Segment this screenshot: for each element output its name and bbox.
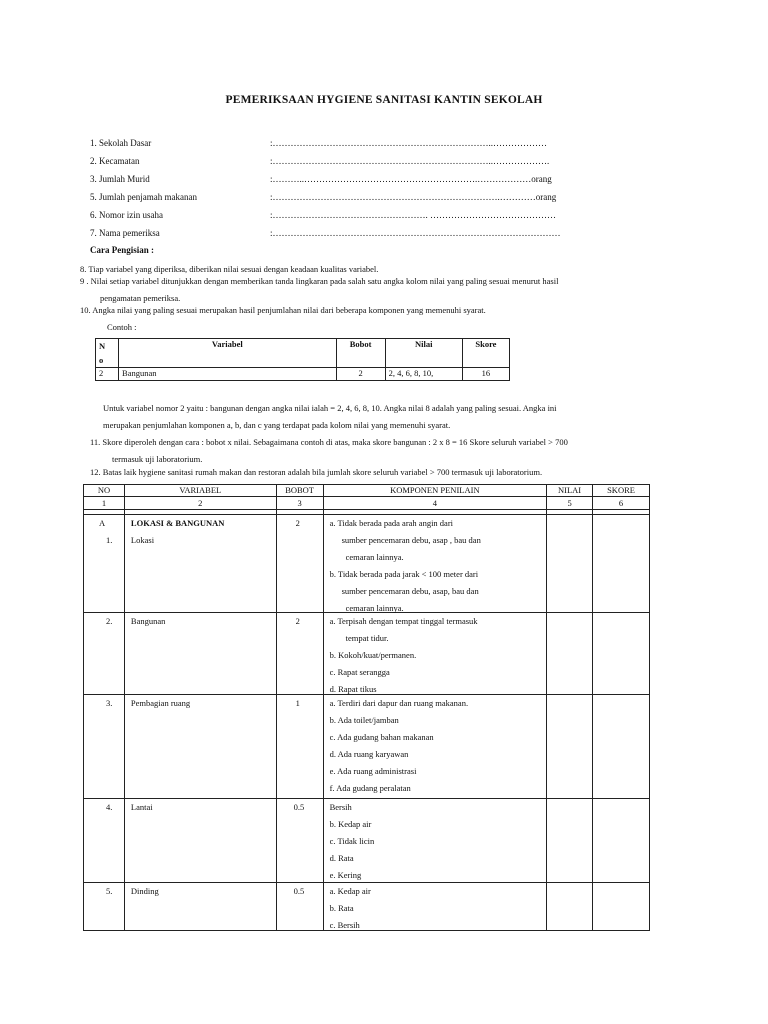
row-variabel: Lantai (124, 799, 276, 883)
instruction-item: 10. Angka nilai yang paling sesuai merupakan hasil penjumlahan nilai dari beberapa komponen yang memenuhi syarat. (80, 305, 486, 315)
row-no: 2. (84, 613, 125, 695)
example-label: Contoh : (107, 322, 137, 332)
header-no: NO (84, 485, 125, 497)
row-nilai[interactable] (547, 799, 593, 883)
example-cell: 2, 4, 6, 8, 10, (385, 368, 462, 381)
column-number: 2 (124, 497, 276, 510)
table-row (84, 695, 650, 799)
row-komponen: a. Terpisah dengan tempat tinggal termasuk tempat tidur. b. Kokoh/kuat/permanen. c. Rapat serangga d. Rapat tikus (323, 613, 547, 695)
row-no: 3. (84, 695, 125, 799)
field-label: 6. Nomor izin usaha (90, 210, 163, 220)
row-komponen: a. Kedap air b. Rata c. Bersih (323, 883, 547, 931)
table-row (84, 613, 650, 695)
table-row (84, 515, 650, 613)
table-row (84, 799, 650, 883)
table-row (84, 883, 650, 931)
row-nilai[interactable] (547, 695, 593, 799)
row-variabel: Dinding (124, 883, 276, 931)
column-number: 3 (276, 497, 323, 510)
instruction-item: termasuk uji laboratorium. (112, 454, 203, 464)
field-label: 1. Sekolah Dasar (90, 138, 152, 148)
header-nilai: NILAI (547, 485, 593, 497)
example-table (95, 338, 510, 381)
row-bobot: 0.5 (276, 799, 323, 883)
instruction-item: 12. Batas laik hygiene sanitasi rumah makan dan restoran adalah bila jumlah skore seluruh variabel > 700 termasuk uji laboratorium. (90, 467, 543, 477)
example-header-bobot: Bobot (336, 339, 385, 368)
field-value: :……………………………………………. …………………………………… (270, 210, 557, 220)
row-no: 4. (84, 799, 125, 883)
assessment-table (83, 484, 650, 931)
header-skore: SKORE (593, 485, 650, 497)
instruction-item: 8. Tiap variabel yang diperiksa, diberikan nilai sesuai dengan keadaan kualitas variabel. (80, 264, 379, 274)
field-label: 7. Nama pemeriksa (90, 228, 160, 238)
row-variabel: LOKASI & BANGUNAN Lokasi (124, 515, 276, 613)
row-skore[interactable] (593, 883, 650, 931)
page-title: PEMERIKSAAN HYGIENE SANITASI KANTIN SEKOLAH (225, 94, 543, 106)
row-nilai[interactable] (547, 883, 593, 931)
column-number: 5 (547, 497, 593, 510)
field-value: :………………………………………………………………..………………. (270, 156, 550, 166)
field-label: 3. Jumlah Murid (90, 174, 150, 184)
header-variabel: VARIABEL (124, 485, 276, 497)
row-komponen: a. Terdiri dari dapur dan ruang makanan. b. Ada toilet/jamban c. Ada gudang bahan makanan d. Ada ruang karyawan e. Ada ruang administrasi f. Ada gudang peralatan (323, 695, 547, 799)
row-skore[interactable] (593, 613, 650, 695)
row-komponen: Bersih b. Kedap air c. Tidak licin d. Rata e. Kering (323, 799, 547, 883)
column-number: 6 (593, 497, 650, 510)
row-variabel: Pembagian ruang (124, 695, 276, 799)
row-bobot: 2 (276, 613, 323, 695)
example-header-nilai: Nilai (385, 339, 462, 368)
column-number: 1 (84, 497, 125, 510)
example-header-variabel: Variabel (119, 339, 337, 368)
row-nilai[interactable] (547, 515, 593, 613)
row-skore[interactable] (593, 695, 650, 799)
field-value: :………..………………………………………………….………………orang (270, 174, 552, 184)
field-value: :………………………………………………………………….…………orang (270, 192, 557, 202)
example-cell: 2 (96, 368, 119, 381)
instruction-item: pengamatan pemeriksa. (100, 293, 181, 303)
row-komponen: a. Tidak berada pada arah angin dari sumber pencemaran debu, asap , bau dan cemaran lainnya. b. Tidak berada pada jarak < 100 meter dari sumber pencemaran debu, asap, bau dan cemaran lainnya. (323, 515, 547, 613)
row-no: 5. (84, 883, 125, 931)
field-value: :…………………………………………………………………………………… (270, 228, 561, 238)
explain-text: merupakan penjumlahan komponen a, b, dan c yang terdapat pada kolom nilai yang memenuhi syarat. (103, 420, 451, 430)
example-header-skore: Skore (462, 339, 509, 368)
header-komponen: KOMPONEN PENILAIN (323, 485, 547, 497)
row-no: A 1. (84, 515, 125, 613)
row-bobot: 0.5 (276, 883, 323, 931)
example-cell: 16 (462, 368, 509, 381)
example-cell: Bangunan (119, 368, 337, 381)
field-value: :………………………………………………………………..……………… (270, 138, 548, 148)
field-label: 2. Kecamatan (90, 156, 140, 166)
row-nilai[interactable] (547, 613, 593, 695)
field-label: 5. Jumlah penjamah makanan (90, 192, 197, 202)
header-bobot: BOBOT (276, 485, 323, 497)
row-skore[interactable] (593, 799, 650, 883)
row-variabel: Bangunan (124, 613, 276, 695)
instruction-item: 9 . Nilai setiap variabel ditunjukkan dengan memberikan tanda lingkaran pada salah satu angka kolom nilai yang paling sesuai menurut hasil (80, 276, 559, 286)
column-number: 4 (323, 497, 547, 510)
row-skore[interactable] (593, 515, 650, 613)
instructions-heading: Cara Pengisian : (90, 245, 154, 255)
explain-text: Untuk variabel nomor 2 yaitu : bangunan dengan angka nilai ialah = 2, 4, 6, 8, 10. Angka nilai 8 adalah yang paling sesuai. Angka ini (103, 403, 557, 413)
row-bobot: 1 (276, 695, 323, 799)
instruction-item: 11. Skore diperoleh dengan cara : bobot x nilai. Sebagaimana contoh di atas, maka skore bangunan : 2 x 8 = 16 Skore seluruh variabel > 700 (90, 437, 568, 447)
example-cell: 2 (336, 368, 385, 381)
row-bobot: 2 (276, 515, 323, 613)
example-header-no: N o (96, 339, 119, 368)
